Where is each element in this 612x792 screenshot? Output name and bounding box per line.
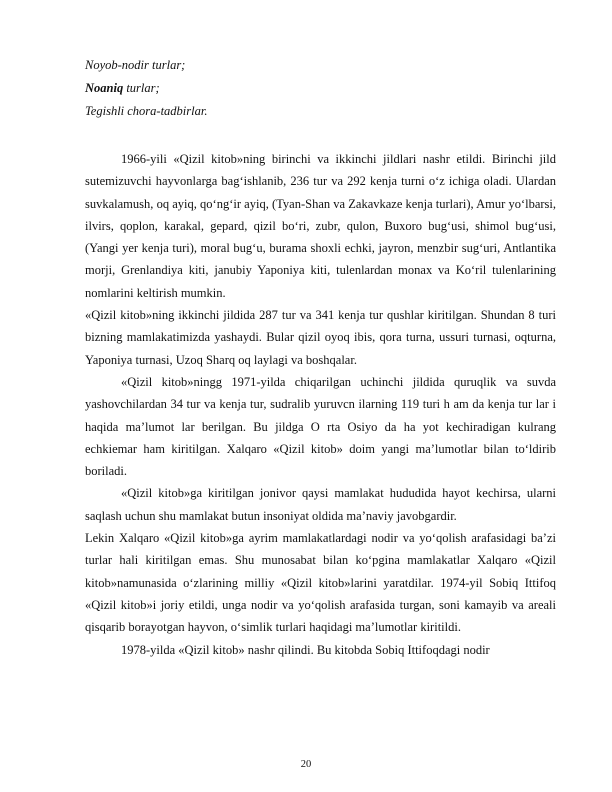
page-number: 20 xyxy=(300,759,312,770)
paragraph-responsibility: «Qizil kitob»ga kiritilgan jonivor qaysi mamlakat hududida hayot kechirsa, ularni saqlash uchun shu mamlakat butun insoniyat oldida ma’naviy javobgardir. xyxy=(85,486,556,523)
paragraph-1978-edition: 1978-yilda «Qizil kitob» nashr qilindi. Bu kitobda Sobiq Ittifoqdagi nodir xyxy=(121,642,490,657)
list-item-measures: Tegishli chora-tadbirlar. xyxy=(85,104,208,118)
body-text xyxy=(85,148,556,661)
paragraph-national-books: Lekin Xalqaro «Qizil kitob»ga ayrim mamlakatlardagi nodir va yo‘qolish arafasidagi ba’zi turlar hali kiritilgan emas. Shu munosabat bilan ko‘pgina mamlakatlar Xalqaro «Qizil kitob»namunasida o‘zlarining milliy «Qizil kitob»larini yaratdilar. 1974-yil Sobiq Ittifoq «Qizil kitob»i joriy etildi, unga nodir va yo‘qolish arafasida turgan, soni kamayib va areali qisqarib borayotgan hayvon, o‘simlik turlari haqidagi ma’lumotlar kiritildi. xyxy=(85,531,556,635)
list-item-uncertain-species xyxy=(85,77,565,100)
list-item-rare-species: Noyob-nodir turlar; xyxy=(85,58,186,72)
paragraph-birds-volume: «Qizil kitob»ning ikkinchi jildida 287 tur va 341 kenja tur qushlar kiritilgan. Shundan 8 turi bizning mamlakatimizda yashaydi. Bular qizil oyoq ibis, qora turna, ussuri turnasi, oqturna, Yaponiya turnasi, Uzoq Sharq oq laylagi va boshqalar. xyxy=(85,308,556,367)
paragraph-first-edition: 1966-yili «Qizil kitob»ning birinchi va ikkinchi jildlari nashr etildi. Birinchi jild sutemizuvchi hayvonlarga bag‘ishlanib, 236 tur va 292 kenja turni o‘z ichiga oladi. Ulardan suvkalamush, oq ayiq, qo‘ng‘ir ayiq, (Tyan-Shan va Zakavkaze kenja turlari), Amur yo‘lbarsi, ilvirs, qoplon, karakal, gepard, qizil bo‘ri, zubr, qulon, Buxoro bug‘usi, shimol bug‘usi, (Yangi yer kenja turi), moral bug‘u, burama shoxli echki, jayron, menzbir sug‘uri, Antlantika morji, Grenlandiya kiti, janubiy Yaponiya kiti, tulenlardan monax va Ko‘ril tulenlarining nomlarini keltirish mumkin. xyxy=(85,152,556,300)
paragraph-third-volume: «Qizil kitob»ningg 1971-yilda chiqarilgan uchinchi jildida quruqlik va suvda yashovchilardan 34 tur va kenja tur, sudralib yuruvcn ilarning 119 turi h am da kenja tur lar i haqida ma’lumot lar berilgan. Bu jildga O rta Osiyo da ha yot kechiradigan kulrang echkiemar ham kiritilgan. Xalqaro «Qizil kitob» doim yangi ma’lumotlar bilan to‘ldirib boriladi. xyxy=(85,374,556,479)
list-item-rest: turlar; xyxy=(123,81,160,95)
list-item-bold-word: Noaniq xyxy=(85,81,124,95)
criteria-list xyxy=(85,54,565,123)
